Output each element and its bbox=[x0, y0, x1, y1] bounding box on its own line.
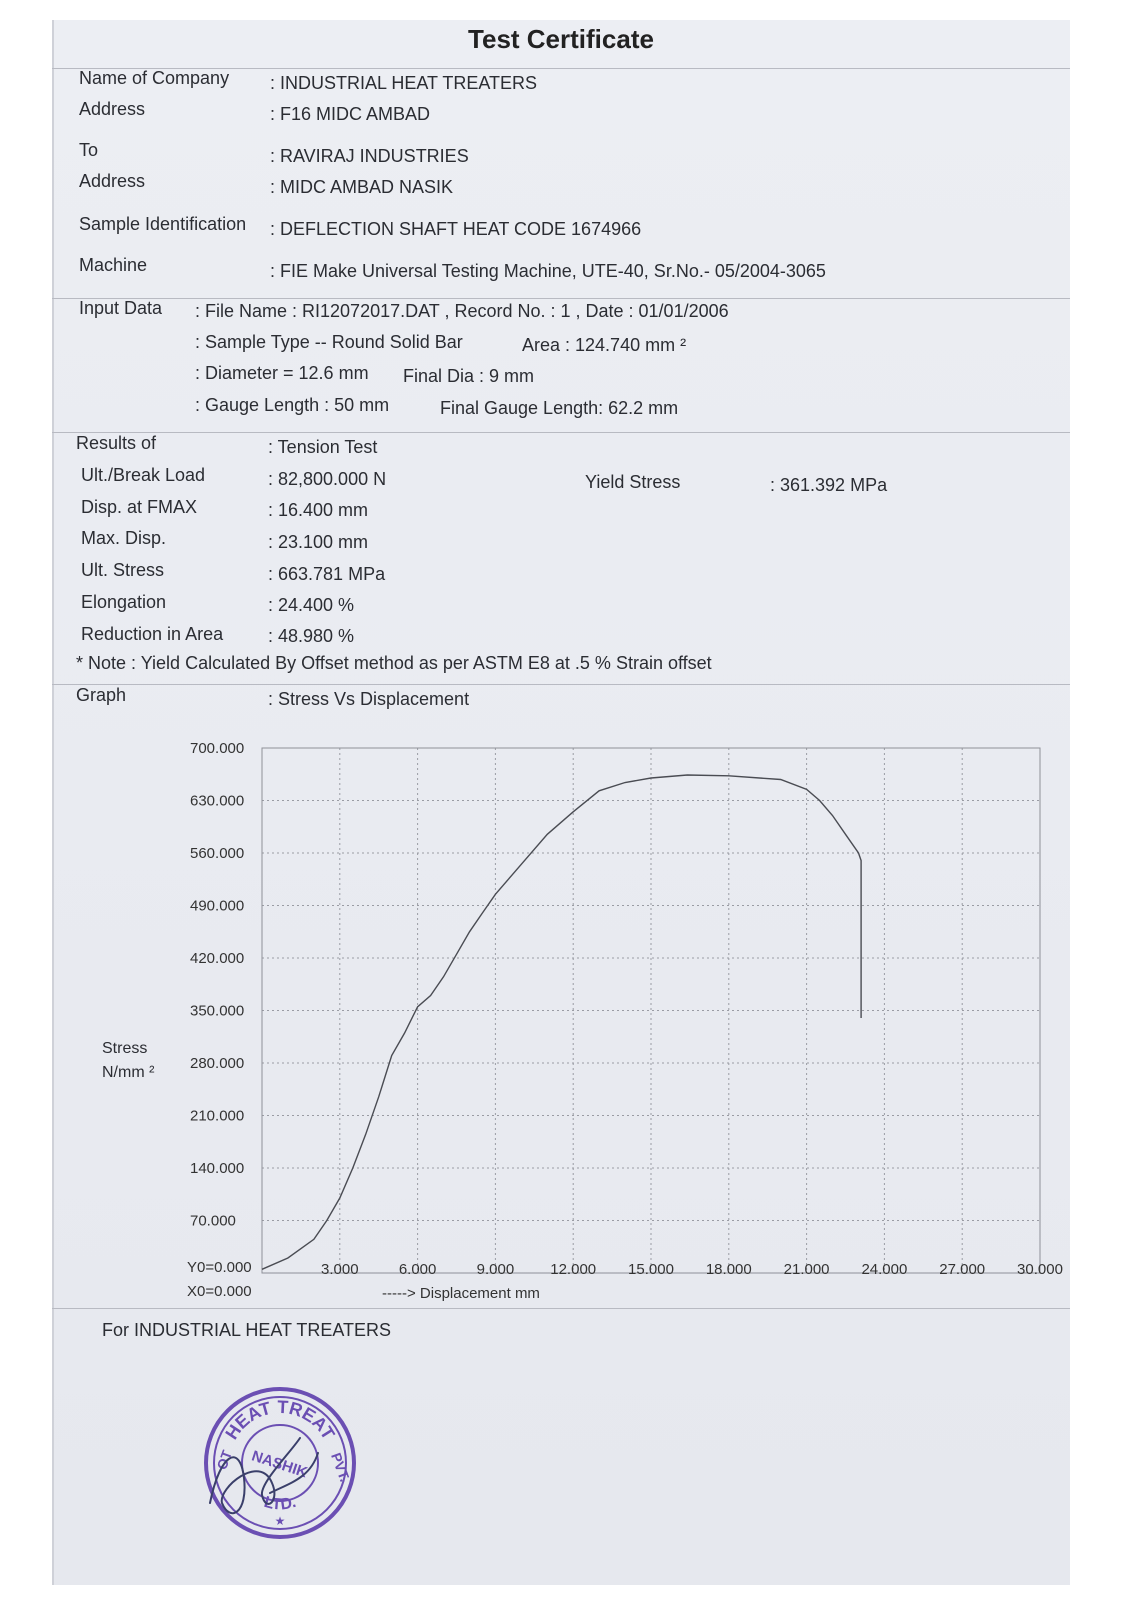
stamp-top-text: HEAT TREAT bbox=[221, 1396, 339, 1444]
input-area: Area : 124.740 mm ² bbox=[522, 335, 687, 355]
y-tick-label: 280.000 bbox=[190, 1055, 245, 1072]
y-axis-label-text: Stress N/mm ² bbox=[102, 1040, 155, 1081]
y-tick-label: 350.000 bbox=[190, 1002, 245, 1020]
x-tick-label: 30.000 bbox=[1017, 1261, 1063, 1278]
x-origin-label: X0=0.000 bbox=[187, 1283, 252, 1300]
machine-value: : FIE Make Universal Testing Machine, UTE-40, Sr.No.- 05/2004-3065 bbox=[270, 261, 826, 281]
stamp-center-text: NASHIK bbox=[249, 1447, 310, 1482]
input-diameter: : Diameter = 12.6 mm bbox=[195, 363, 369, 383]
stamp-bottom-text: LTD. bbox=[262, 1493, 299, 1514]
certificate-page bbox=[52, 20, 1070, 1585]
y-tick-label: 490.000 bbox=[190, 897, 245, 915]
stress-displacement-chart bbox=[52, 710, 1070, 1310]
issuer-line: For INDUSTRIAL HEAT TREATERS bbox=[102, 1320, 392, 1340]
sample-value: : DEFLECTION SHAFT HEAT CODE 1674966 bbox=[270, 219, 642, 239]
result-label: Max. Disp. bbox=[81, 528, 167, 548]
x-tick-label: 24.000 bbox=[861, 1261, 908, 1278]
y-axis-label bbox=[102, 1037, 172, 1085]
to-value: : RAVIRAJ INDUSTRIES bbox=[270, 146, 469, 166]
result-value: : 23.100 mm bbox=[268, 532, 369, 552]
divider bbox=[52, 684, 1070, 685]
company-stamp bbox=[200, 1383, 360, 1543]
y-origin-label: Y0=0.000 bbox=[187, 1259, 252, 1276]
result-label: Elongation bbox=[81, 592, 167, 612]
result-label: Disp. at FMAX bbox=[81, 497, 198, 517]
x-tick-label: 9.000 bbox=[476, 1261, 515, 1278]
result-value: : 24.400 % bbox=[268, 595, 355, 615]
result-label: Ult. Stress bbox=[81, 560, 165, 580]
input-final-dia: Final Dia : 9 mm bbox=[403, 366, 535, 386]
input-final-gauge-length: Final Gauge Length: 62.2 mm bbox=[440, 398, 679, 418]
certificate-title: Test Certificate bbox=[468, 24, 654, 54]
graph-label: Graph bbox=[76, 685, 127, 705]
sample-label: Sample Identification bbox=[79, 214, 247, 234]
chart-grid bbox=[262, 748, 1040, 1273]
company-address-label: Address bbox=[79, 99, 146, 119]
company-value: : INDUSTRIAL HEAT TREATERS bbox=[270, 73, 538, 93]
x-tick-label: 12.000 bbox=[550, 1261, 597, 1278]
input-file-line: : File Name : RI12072017.DAT , Record No. : 1 , Date : 01/01/2006 bbox=[195, 301, 729, 321]
y-tick-label: 630.000 bbox=[190, 792, 245, 810]
y-axis-ticks bbox=[190, 740, 244, 1230]
x-tick-label: 21.000 bbox=[783, 1261, 830, 1278]
y-tick-label: 210.000 bbox=[190, 1107, 245, 1125]
divider bbox=[52, 1308, 1070, 1309]
results-test: : Tension Test bbox=[268, 437, 378, 457]
results-label: Results of bbox=[76, 433, 157, 453]
x-tick-label: 6.000 bbox=[398, 1261, 437, 1278]
x-tick-label: 18.000 bbox=[705, 1261, 752, 1278]
result-value: : 16.400 mm bbox=[268, 500, 369, 520]
to-address-value: : MIDC AMBAD NASIK bbox=[270, 177, 454, 197]
stamp-left-text: OT bbox=[213, 1447, 236, 1472]
machine-label: Machine bbox=[79, 255, 148, 275]
company-address-value: : F16 MIDC AMBAD bbox=[270, 104, 431, 124]
yield-stress-value: : 361.392 MPa bbox=[770, 475, 888, 495]
x-tick-label: 27.000 bbox=[939, 1261, 986, 1278]
y-tick-label: 700.000 bbox=[190, 740, 245, 757]
stamp-right-text: PVT. bbox=[328, 1450, 354, 1484]
x-tick-label: 3.000 bbox=[321, 1261, 359, 1278]
x-axis-ticks bbox=[321, 1261, 1063, 1278]
result-value: : 48.980 % bbox=[268, 626, 355, 646]
x-tick-label: 15.000 bbox=[628, 1261, 674, 1278]
result-value: : 82,800.000 N bbox=[268, 469, 387, 489]
y-tick-label: 560.000 bbox=[190, 845, 245, 862]
to-address-label: Address bbox=[79, 171, 146, 191]
graph-title: : Stress Vs Displacement bbox=[268, 689, 470, 709]
input-gauge-length: : Gauge Length : 50 mm bbox=[195, 395, 390, 415]
input-data-label: Input Data bbox=[79, 298, 163, 318]
company-label: Name of Company bbox=[79, 68, 230, 88]
result-label: Ult./Break Load bbox=[81, 465, 206, 485]
y-tick-label: 420.000 bbox=[190, 950, 245, 967]
input-sample-type: : Sample Type -- Round Solid Bar bbox=[195, 332, 463, 352]
yield-stress-label: Yield Stress bbox=[585, 472, 681, 492]
y-tick-label: 70.000 bbox=[190, 1212, 236, 1230]
divider bbox=[52, 298, 1070, 299]
y-tick-label: 140.000 bbox=[190, 1160, 245, 1177]
x-axis-label: -----> Displacement mm bbox=[382, 1285, 540, 1302]
to-label: To bbox=[79, 140, 99, 160]
yield-note: * Note : Yield Calculated By Offset method as per ASTM E8 at .5 % Strain offset bbox=[76, 653, 712, 673]
stamp-star: ★ bbox=[274, 1514, 286, 1528]
result-label: Reduction in Area bbox=[81, 624, 224, 644]
result-value: : 663.781 MPa bbox=[268, 564, 386, 584]
stress-curve bbox=[262, 775, 861, 1269]
divider bbox=[52, 432, 1070, 433]
